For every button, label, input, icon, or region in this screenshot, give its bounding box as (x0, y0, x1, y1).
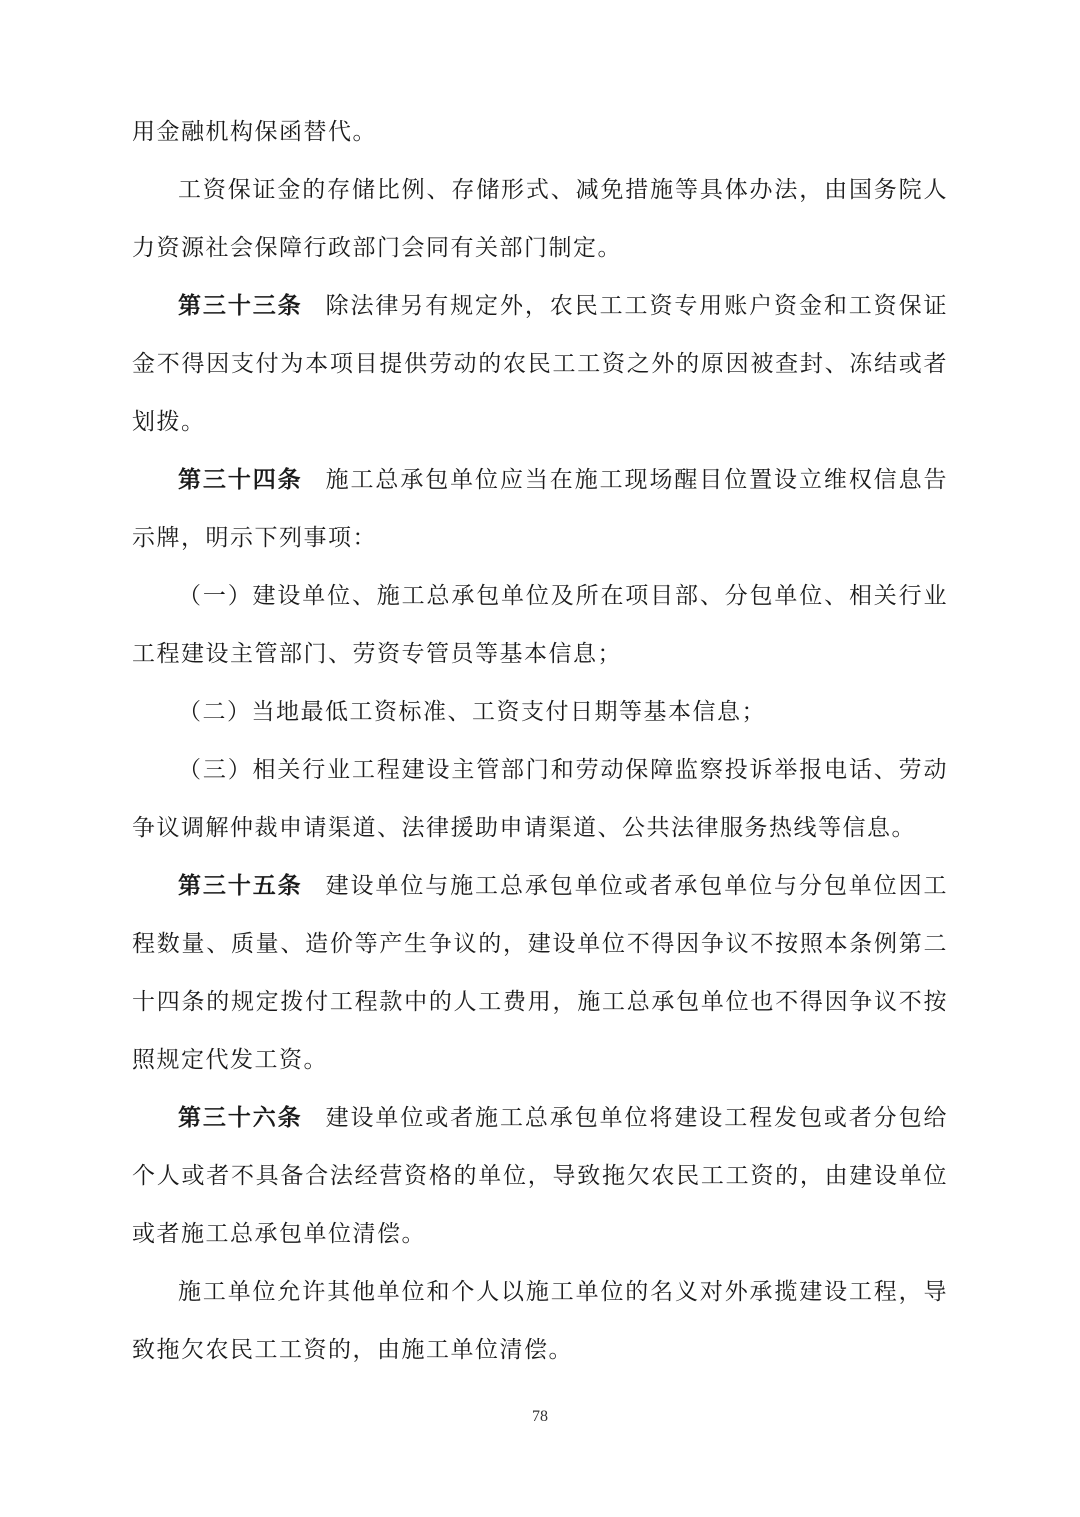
list-item-text: （一）建设单位、施工总承包单位及所在项目部、分包单位、相关行业工程建设主管部门、劳资专管员等基本信息； (132, 583, 948, 667)
article-34 (132, 451, 948, 567)
document-body (132, 103, 948, 1379)
article-36 (132, 1089, 948, 1263)
article-number: 第三十三条 (178, 292, 303, 319)
article-35 (132, 857, 948, 1089)
list-item-2 (132, 683, 948, 741)
article-text: 除法律另有规定外，农民工工资专用账户资金和工资保证金不得因支付为本项目提供劳动的农民工工资之外的原因被查封、冻结或者划拨。 (132, 293, 949, 435)
article-text: 建设单位与施工总承包单位或者承包单位与分包单位因工程数量、质量、造价等产生争议的，建设单位不得因争议不按照本条例第二十四条的规定拨付工程款中的人工费用，施工总承包单位也不得因争议不按照规定代发工资。 (132, 873, 949, 1073)
paragraph-text: 工资保证金的存储比例、存储形式、减免措施等具体办法，由国务院人力资源社会保障行政部门会同有关部门制定。 (132, 177, 948, 261)
list-item-3 (132, 741, 948, 857)
article-number: 第三十六条 (178, 1104, 303, 1131)
paragraph-text: 施工单位允许其他单位和个人以施工单位的名义对外承揽建设工程，导致拖欠农民工工资的，由施工单位清偿。 (132, 1279, 948, 1363)
paragraph-construction-unit-liability (132, 1263, 948, 1379)
article-number: 第三十四条 (178, 466, 303, 493)
article-text: 施工总承包单位应当在施工现场醒目位置设立维权信息告示牌，明示下列事项： (132, 467, 949, 551)
article-text: 建设单位或者施工总承包单位将建设工程发包或者分包给个人或者不具备合法经营资格的单位，导致拖欠农民工工资的，由建设单位或者施工总承包单位清偿。 (132, 1105, 949, 1247)
page-number: 78 (532, 1408, 548, 1425)
article-33 (132, 277, 948, 451)
paragraph-continuation (132, 103, 948, 161)
article-number: 第三十五条 (178, 872, 303, 899)
list-item-text: （二）当地最低工资标准、工资支付日期等基本信息； (178, 699, 766, 725)
list-item-1 (132, 567, 948, 683)
paragraph-wage-deposit-rules (132, 161, 948, 277)
list-item-text: （三）相关行业工程建设主管部门和劳动保障监察投诉举报电话、劳动争议调解仲裁申请渠道、法律援助申请渠道、公共法律服务热线等信息。 (132, 757, 948, 841)
paragraph-text: 用金融机构保函替代。 (132, 119, 377, 145)
